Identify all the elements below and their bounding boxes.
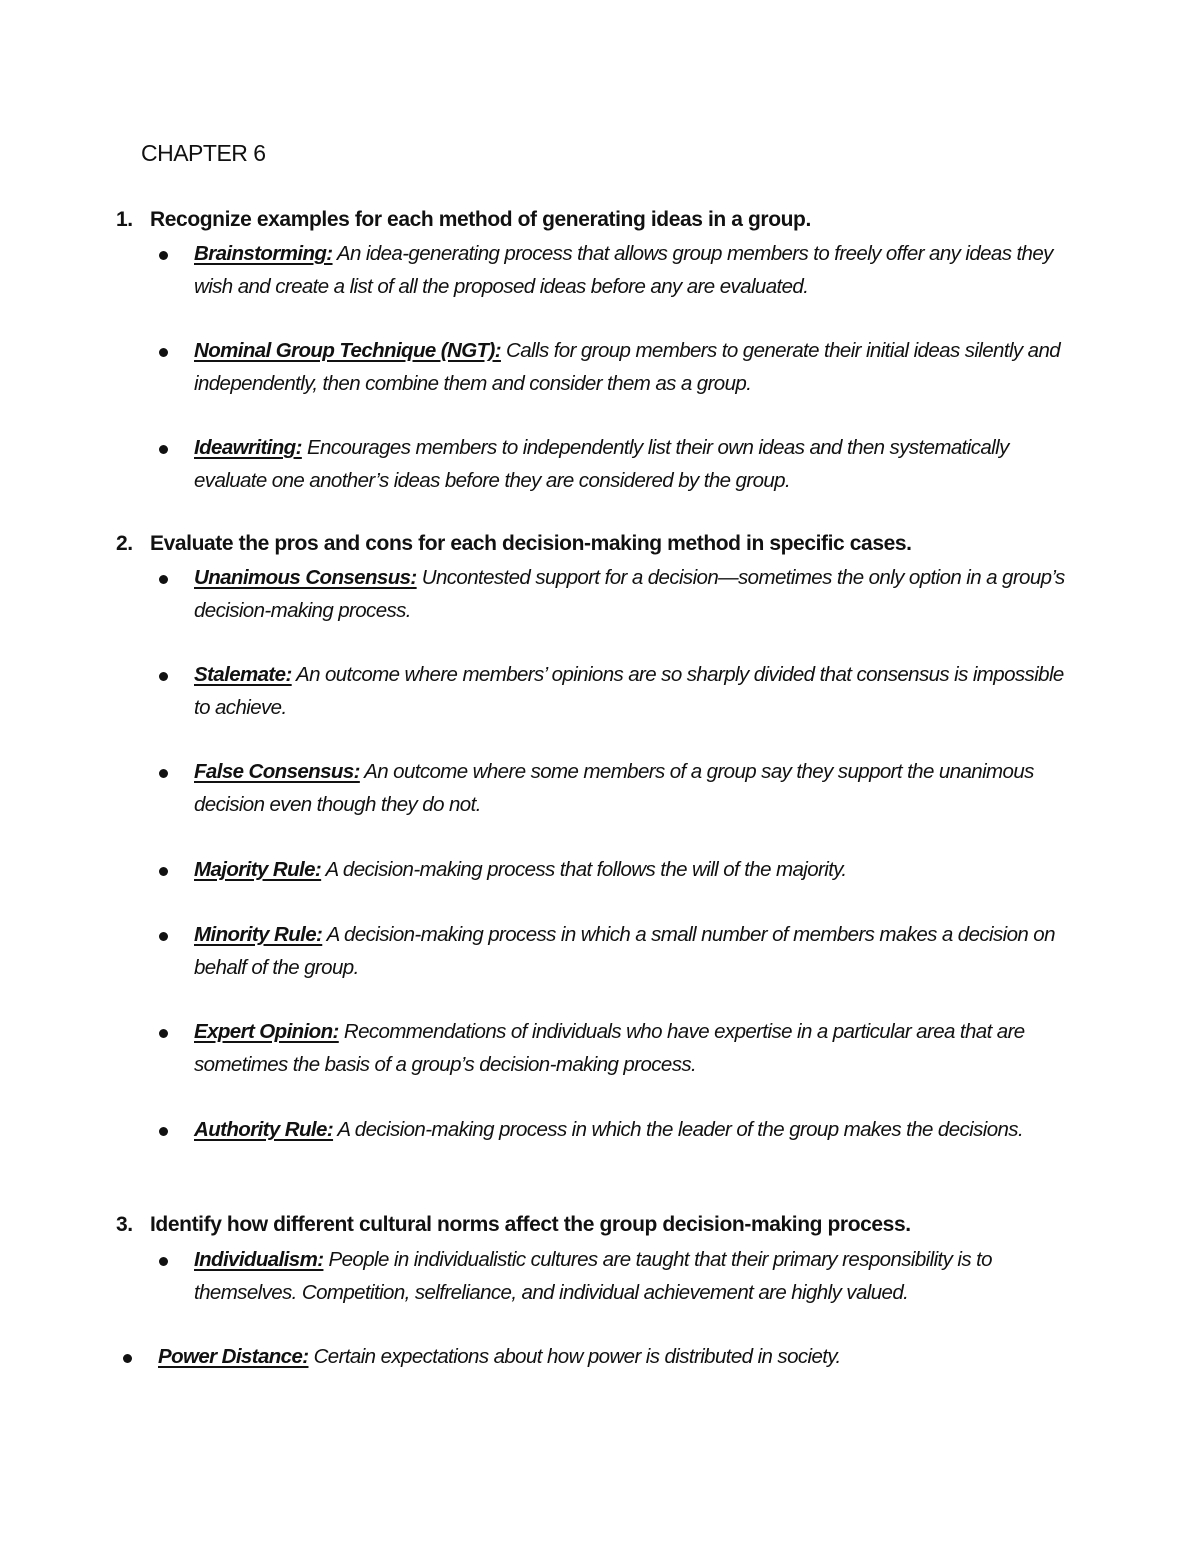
term: Authority Rule:	[194, 1118, 334, 1141]
list-item	[194, 1113, 1074, 1146]
definition: A decision-making process that follows the will of the majority.	[321, 858, 847, 881]
definition: A decision-making process in which a small number of members makes a decision on behalf of the group.	[194, 923, 1055, 979]
question-heading	[116, 532, 912, 556]
definition: An outcome where some members of a group say they support the unanimous decision even though they do not.	[194, 760, 1034, 816]
bullet-icon	[159, 867, 168, 876]
bullet-icon	[159, 251, 168, 260]
list-item	[194, 1243, 1074, 1309]
bullet-icon	[159, 672, 168, 681]
definition: People in individualistic cultures are taught that their primary responsibility is to themselves. Competition, selfreliance, and individual achievement are highly valued.	[194, 1248, 992, 1304]
term: Brainstorming:	[194, 242, 333, 265]
definition: A decision-making process in which the leader of the group makes the decisions.	[333, 1118, 1024, 1141]
term: Stalemate:	[194, 663, 292, 686]
chapter-title: CHAPTER 6	[141, 140, 266, 166]
question-number: 1.	[116, 208, 133, 231]
bullet-icon	[159, 348, 168, 357]
definition: Calls for group members to generate their initial ideas silently and independently, then combine them and consider them as a group.	[194, 339, 1061, 395]
list-item	[194, 853, 1074, 886]
term: Power Distance:	[158, 1345, 309, 1368]
definition: Uncontested support for a decision—sometimes the only option in a group’s decision-making process.	[194, 566, 1065, 622]
list-item	[194, 431, 1074, 497]
definition: An outcome where members’ opinions are so sharply divided that consensus is impossible to achieve.	[194, 663, 1064, 719]
bullet-icon	[123, 1354, 132, 1363]
bullet-icon	[159, 1029, 168, 1038]
question-text: Recognize examples for each method of generating ideas in a group.	[150, 208, 811, 231]
bullet-icon	[159, 769, 168, 778]
list-item	[194, 1015, 1074, 1081]
list-item	[194, 561, 1074, 627]
bullet-icon	[159, 445, 168, 454]
term: False Consensus:	[194, 760, 360, 783]
question-number: 2.	[116, 532, 133, 555]
definition: Certain expectations about how power is distributed in society.	[308, 1345, 841, 1368]
list-item	[194, 918, 1074, 984]
list-item	[158, 1340, 1038, 1373]
question-heading	[116, 208, 811, 232]
list-item	[194, 334, 1074, 400]
list-item	[194, 755, 1074, 821]
question-text: Evaluate the pros and cons for each decision-making method in specific cases.	[150, 532, 912, 555]
question-heading	[116, 1213, 911, 1237]
term: Unanimous Consensus:	[194, 566, 417, 589]
term: Individualism:	[194, 1248, 324, 1271]
bullet-icon	[159, 1127, 168, 1136]
term: Majority Rule:	[194, 858, 322, 881]
definition: An idea-generating process that allows group members to freely offer any ideas they wish and create a list of all the proposed ideas before any are evaluated.	[194, 242, 1053, 298]
term: Expert Opinion:	[194, 1020, 339, 1043]
bullet-icon	[159, 932, 168, 941]
list-item	[194, 237, 1074, 303]
bullet-icon	[159, 1257, 168, 1266]
definition: Recommendations of individuals who have expertise in a particular area that are sometimes the basis of a group’s decision-making process.	[194, 1020, 1025, 1076]
question-number: 3.	[116, 1213, 133, 1236]
list-item	[194, 658, 1074, 724]
term: Ideawriting:	[194, 436, 302, 459]
term: Minority Rule:	[194, 923, 323, 946]
question-text: Identify how different cultural norms affect the group decision-making process.	[150, 1213, 911, 1236]
term: Nominal Group Technique (NGT):	[194, 339, 501, 362]
bullet-icon	[159, 575, 168, 584]
definition: Encourages members to independently list their own ideas and then systematically evaluate one another’s ideas before they are considered by the group.	[194, 436, 1009, 492]
